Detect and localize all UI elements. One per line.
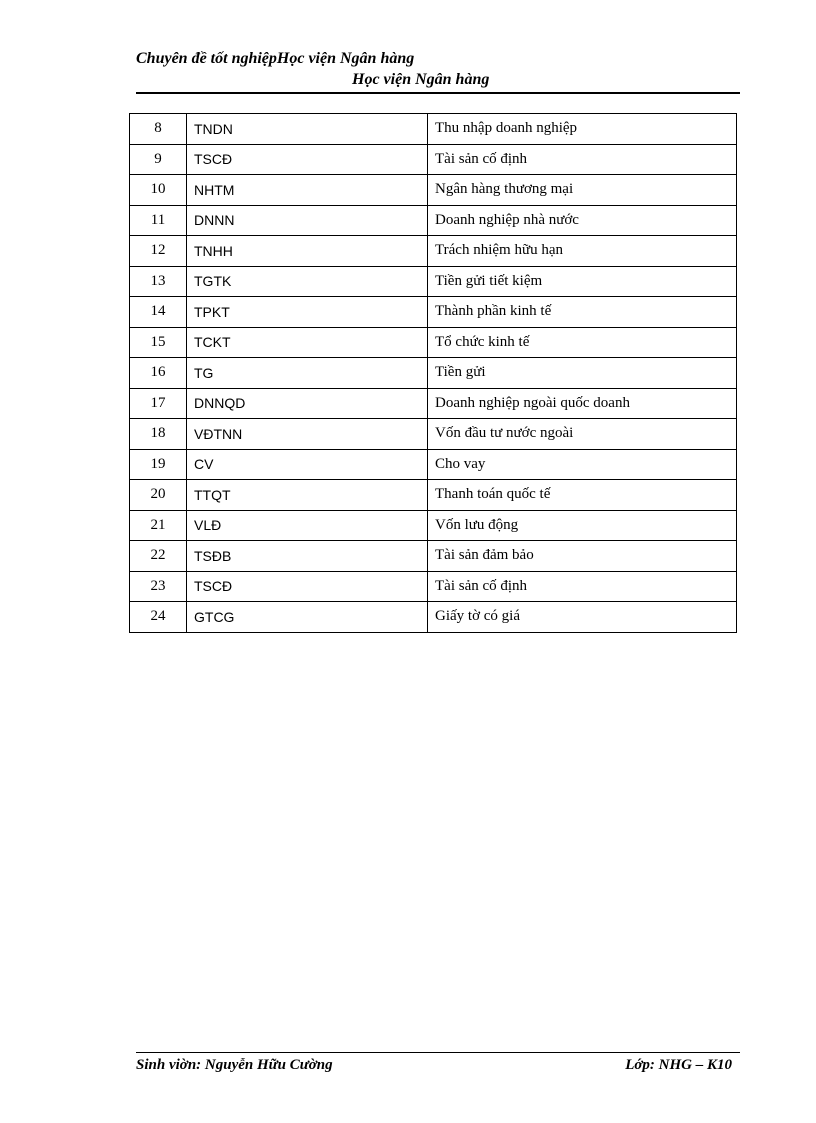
row-number-cell: 23 (130, 571, 187, 602)
meaning-cell: Tiền gửi tiết kiệm (428, 266, 737, 297)
footer-divider (136, 1052, 740, 1053)
row-number-cell: 12 (130, 236, 187, 267)
page-header-title: Chuyên đề tốt nghiệpHọc viện Ngân hàng (136, 50, 415, 67)
abbreviation-cell: TTQT (187, 480, 428, 511)
meaning-cell: Thu nhập doanh nghiệp (428, 114, 737, 145)
table-row (130, 144, 737, 175)
abbreviation-cell: TGTK (187, 266, 428, 297)
row-number-cell: 10 (130, 175, 187, 206)
table-row (130, 510, 737, 541)
footer-class-label: Lớp: NHG – K10 (625, 1057, 732, 1073)
meaning-cell: Ngân hàng thương mại (428, 175, 737, 206)
abbreviation-cell: TCKT (187, 327, 428, 358)
header-divider (136, 92, 740, 94)
abbreviation-cell: TG (187, 358, 428, 389)
abbreviation-cell: VLĐ (187, 510, 428, 541)
row-number-cell: 24 (130, 602, 187, 633)
row-number-cell: 8 (130, 114, 187, 145)
meaning-cell: Trách nhiệm hữu hạn (428, 236, 737, 267)
table-row (130, 297, 737, 328)
table-row (130, 114, 737, 145)
abbreviation-cell: NHTM (187, 175, 428, 206)
table-row (130, 419, 737, 450)
abbreviation-cell: DNNQD (187, 388, 428, 419)
meaning-cell: Vốn đầu tư nước ngoài (428, 419, 737, 450)
row-number-cell: 15 (130, 327, 187, 358)
meaning-cell: Doanh nghiệp nhà nước (428, 205, 737, 236)
table-row (130, 205, 737, 236)
row-number-cell: 14 (130, 297, 187, 328)
table-row (130, 327, 737, 358)
row-number-cell: 17 (130, 388, 187, 419)
page-header-subtitle: Học viện Ngân hàng (352, 71, 490, 88)
abbreviation-cell: TSCĐ (187, 144, 428, 175)
meaning-cell: Tổ chức kinh tế (428, 327, 737, 358)
meaning-cell: Tiền gửi (428, 358, 737, 389)
row-number-cell: 20 (130, 480, 187, 511)
table-row (130, 388, 737, 419)
meaning-cell: Thành phần kinh tế (428, 297, 737, 328)
row-number-cell: 18 (130, 419, 187, 450)
table-row (130, 175, 737, 206)
abbreviation-table-body (130, 114, 737, 633)
table-row (130, 449, 737, 480)
abbreviation-cell: TPKT (187, 297, 428, 328)
abbreviation-cell: DNNN (187, 205, 428, 236)
row-number-cell: 22 (130, 541, 187, 572)
table-row (130, 602, 737, 633)
meaning-cell: Doanh nghiệp ngoài quốc doanh (428, 388, 737, 419)
table-row (130, 358, 737, 389)
row-number-cell: 9 (130, 144, 187, 175)
table-row (130, 541, 737, 572)
abbreviation-cell: TSCĐ (187, 571, 428, 602)
meaning-cell: Thanh toán quốc tế (428, 480, 737, 511)
row-number-cell: 19 (130, 449, 187, 480)
meaning-cell: Tài sản cố định (428, 571, 737, 602)
abbreviation-cell: GTCG (187, 602, 428, 633)
table-row (130, 571, 737, 602)
abbreviation-cell: TNHH (187, 236, 428, 267)
abbreviation-table (129, 113, 737, 633)
meaning-cell: Cho vay (428, 449, 737, 480)
row-number-cell: 13 (130, 266, 187, 297)
row-number-cell: 16 (130, 358, 187, 389)
meaning-cell: Vốn lưu động (428, 510, 737, 541)
meaning-cell: Tài sản đảm bảo (428, 541, 737, 572)
abbreviation-cell: TNDN (187, 114, 428, 145)
abbreviation-cell: CV (187, 449, 428, 480)
row-number-cell: 11 (130, 205, 187, 236)
meaning-cell: Giấy tờ có giá (428, 602, 737, 633)
table-row (130, 266, 737, 297)
footer-student-name: Sinh viờn: Nguyễn Hữu Cường (136, 1057, 333, 1073)
table-row (130, 236, 737, 267)
abbreviation-cell: TSĐB (187, 541, 428, 572)
table-row (130, 480, 737, 511)
meaning-cell: Tài sản cố định (428, 144, 737, 175)
abbreviation-cell: VĐTNN (187, 419, 428, 450)
row-number-cell: 21 (130, 510, 187, 541)
